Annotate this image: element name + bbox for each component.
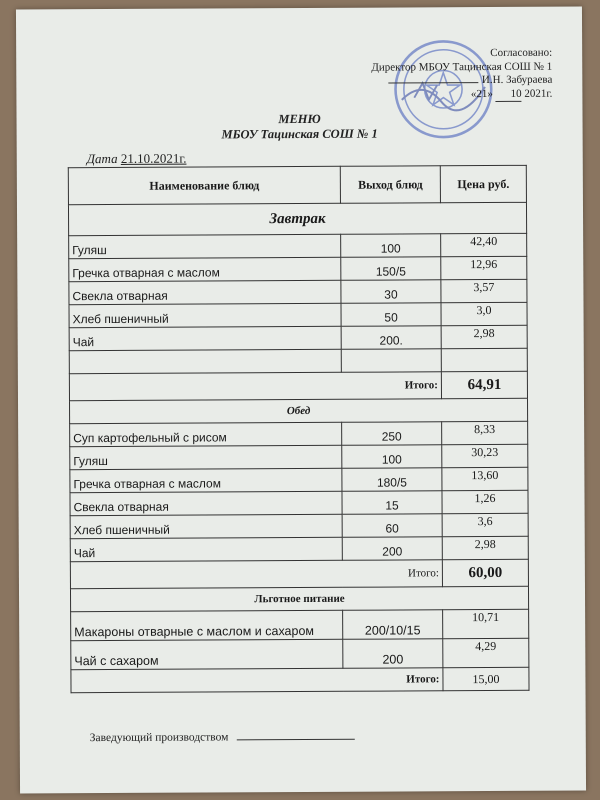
empty-cell — [341, 349, 441, 373]
dish-price: 8,33 — [442, 421, 528, 444]
approval-date-year: 2021г. — [524, 87, 553, 100]
total-row-subsidized — [71, 667, 529, 692]
dish-yield: 30 — [341, 280, 441, 304]
dish-name: Гуляш — [69, 234, 341, 258]
total-label: Итого: — [69, 372, 441, 401]
footer-label: Заведующий производством — [89, 731, 229, 745]
empty-cell — [441, 348, 527, 371]
dish-name: Хлеб пшеничный — [70, 514, 342, 538]
total-value: 60,00 — [442, 559, 528, 586]
table-row — [69, 256, 527, 281]
dish-yield: 100 — [342, 445, 442, 469]
empty-row — [69, 348, 527, 373]
table-row — [71, 638, 529, 669]
total-row-lunch — [70, 559, 528, 588]
column-header-yield: Выход блюд — [340, 166, 440, 204]
section-title: Завтрак — [68, 202, 526, 235]
total-value: 64,91 — [441, 371, 527, 398]
approval-director: Директор МБОУ Тацинская СОШ № 1 — [371, 60, 553, 74]
date-line — [87, 151, 187, 168]
dish-yield: 200 — [343, 639, 443, 669]
dish-name: Суп картофельный с рисом — [70, 422, 342, 446]
signature-blank — [388, 82, 478, 83]
table-row — [71, 609, 529, 640]
section-title: Обед — [70, 398, 528, 423]
approval-date-month: 10 — [496, 87, 522, 102]
table-row — [70, 444, 528, 469]
total-value: 15,00 — [443, 667, 529, 690]
dish-price: 13,60 — [442, 467, 528, 490]
dish-name: Гречка отварная с маслом — [69, 257, 341, 281]
table-row — [69, 325, 527, 350]
menu-sheet — [16, 7, 586, 794]
dish-yield: 200 — [342, 537, 442, 561]
dish-yield: 15 — [342, 491, 442, 515]
approval-date-day: «21» — [470, 87, 493, 100]
table-row — [69, 279, 527, 304]
dish-name: Чай — [70, 537, 342, 561]
dish-name: Гречка отварная с маслом — [70, 468, 342, 492]
table-header — [68, 165, 526, 204]
dish-name: Чай с сахаром — [71, 639, 343, 669]
table-row — [69, 302, 527, 327]
total-label: Итого: — [70, 560, 442, 589]
dish-name: Чай — [69, 326, 341, 350]
approval-signer-line — [371, 74, 552, 88]
school-name: МБОУ Тацинская СОШ № 1 — [221, 126, 378, 142]
empty-cell — [69, 349, 341, 373]
approval-signer: И.Н. Забураева — [481, 73, 553, 87]
dish-price: 4,29 — [443, 638, 529, 667]
approval-date-line — [371, 87, 552, 102]
menu-title: МЕНЮ — [278, 111, 321, 127]
footer-signature — [90, 731, 355, 744]
table-row — [70, 536, 528, 561]
table-row — [70, 513, 528, 538]
dish-price: 3,6 — [442, 513, 528, 536]
total-row-breakfast — [69, 371, 527, 400]
dish-price: 10,71 — [443, 609, 529, 638]
dish-price: 2,98 — [442, 536, 528, 559]
column-header-price: Цена руб. — [440, 165, 526, 202]
dish-price: 3,0 — [441, 302, 527, 325]
dish-name: Свекла отварная — [70, 491, 342, 515]
table-row — [70, 467, 528, 492]
date-label: Дата — [86, 150, 118, 167]
table-row — [69, 233, 527, 258]
dish-yield: 50 — [341, 303, 441, 327]
column-header-name: Наименование блюд — [68, 166, 340, 204]
section-subsidized — [70, 586, 528, 611]
section-breakfast — [68, 202, 526, 235]
dish-name: Свекла отварная — [69, 280, 341, 304]
footer-signature-blank — [236, 739, 354, 741]
dish-name: Гуляш — [70, 445, 342, 469]
section-lunch — [70, 398, 528, 423]
dish-price: 2,98 — [441, 325, 527, 348]
approval-block — [371, 47, 552, 103]
dish-price: 42,40 — [441, 233, 527, 256]
dish-yield: 150/5 — [341, 257, 441, 281]
dish-yield: 60 — [342, 514, 442, 538]
dish-price: 3,57 — [441, 279, 527, 302]
dish-yield: 100 — [341, 234, 441, 258]
dish-name: Макароны отварные с маслом и сахаром — [71, 610, 343, 640]
table-row — [70, 490, 528, 515]
date-value: 21.10.2021г. — [120, 150, 187, 166]
dish-yield: 200. — [341, 326, 441, 350]
section-title: Льготное питание — [70, 586, 528, 611]
approval-heading: Согласовано: — [490, 46, 553, 60]
dish-price: 1,26 — [442, 490, 528, 513]
dish-price: 30,23 — [442, 444, 528, 467]
menu-table — [68, 165, 530, 693]
total-label: Итого: — [71, 668, 443, 693]
document-title — [16, 111, 582, 144]
dish-yield: 200/10/15 — [343, 610, 443, 640]
dish-yield: 250 — [342, 422, 442, 446]
table-row — [70, 421, 528, 446]
dish-yield: 180/5 — [342, 468, 442, 492]
dish-name: Хлеб пшеничный — [69, 303, 341, 327]
dish-price: 12,96 — [441, 256, 527, 279]
